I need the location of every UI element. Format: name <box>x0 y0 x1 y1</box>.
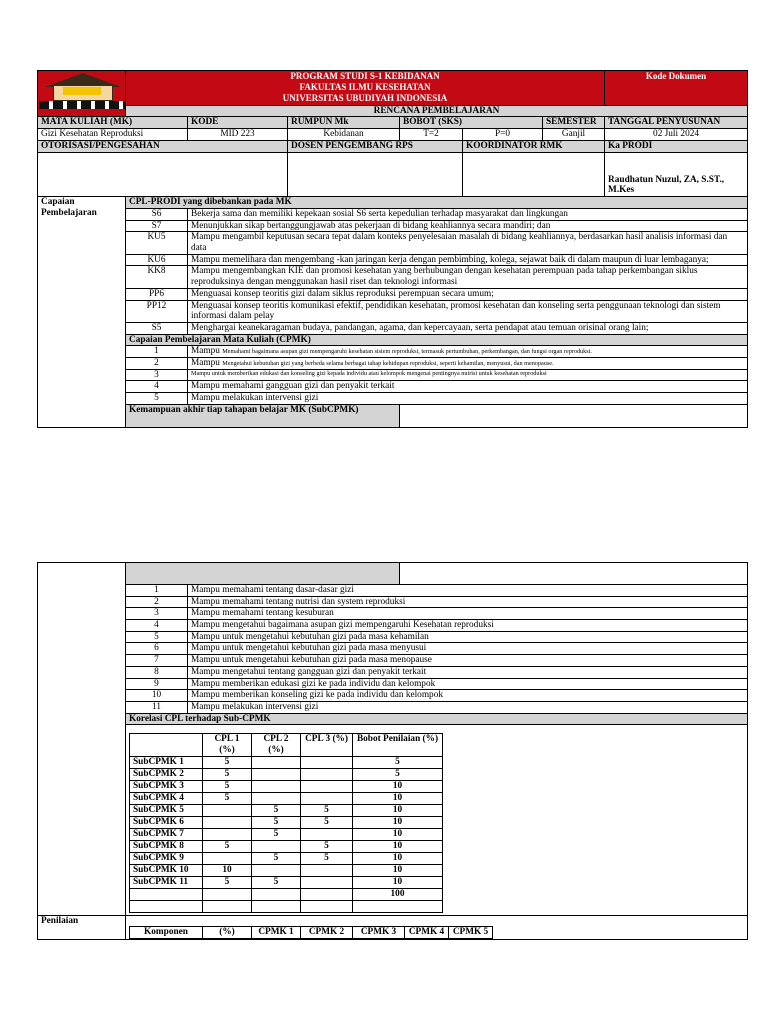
korelasi-value: 5 <box>203 780 252 792</box>
penilaian-header: CPMK 4 <box>405 926 449 938</box>
cpmk-row <box>38 393 748 405</box>
korelasi-bobot: 10 <box>353 804 443 816</box>
cpmk-text: Mengetahui kebutuhan gizi yang berbeda selama berbagai tahap kehidupan reproduksi, seperti kehamilan, menyusui, dan menopause. <box>222 359 554 367</box>
penilaian-cell <box>126 915 748 939</box>
korelasi-bobot: 10 <box>353 840 443 852</box>
cpl-text: Mampu memelihara dan mengembang -kan jaringan kerja dengan pembimbing, kolega, sejawat baik di dalam maupun di luar lembaganya; <box>188 254 748 266</box>
korelasi-bobot: 10 <box>353 828 443 840</box>
korelasi-row-label: SubCPMK 11 <box>130 876 203 888</box>
kaprodi-label: Ka PRODI <box>605 141 748 153</box>
penilaian-table <box>129 926 493 939</box>
bobot-label: BOBOT (SKS) <box>400 117 543 129</box>
korelasi-value: 5 <box>203 756 252 768</box>
subcpmk-number: 8 <box>126 666 188 678</box>
korelasi-header: Bobot Penilaian (%) <box>353 734 443 756</box>
capaian-pembelajaran-label: Capaian Pembelajaran <box>38 197 126 428</box>
cpl-row <box>38 220 748 232</box>
korelasi-bobot: 5 <box>353 768 443 780</box>
korelasi-row-label: SubCPMK 5 <box>130 804 203 816</box>
korelasi-bobot <box>353 900 443 912</box>
semester-value: Ganjil <box>543 129 605 141</box>
korelasi-row <box>130 828 443 840</box>
cpmk-prefix: Mampu <box>191 346 220 357</box>
subcpmk-row <box>38 596 748 608</box>
cpl-code: PP12 <box>126 300 188 322</box>
korelasi-value: 5 <box>203 840 252 852</box>
cpl-code: PP6 <box>126 288 188 300</box>
subcpmk-number: 3 <box>126 608 188 620</box>
cpl-row <box>38 232 748 254</box>
subcpmk-row <box>38 678 748 690</box>
korelasi-row <box>130 780 443 792</box>
subcpmk-empty-cell <box>400 404 748 427</box>
subcpmk-number: 2 <box>126 596 188 608</box>
semester-label: SEMESTER <box>543 117 605 129</box>
subcpmk-text: Mampu memahami tentang dasar-dasar gizi <box>188 585 748 597</box>
korelasi-header: CPL 3 (%) <box>301 734 353 756</box>
korelasi-value: 5 <box>203 768 252 780</box>
korelasi-value: 5 <box>252 828 301 840</box>
korelasi-row <box>130 852 443 864</box>
korelasi-value: 5 <box>252 876 301 888</box>
cpmk-text: Mampu untuk memberikan edukasi dan konseling gizi kepada individu atau kelompok mengenai pentingnya nutrisi untuk kesehatan reproduksi <box>188 369 748 381</box>
rps-table-page1 <box>37 70 748 428</box>
korelasi-row-label: SubCPMK 2 <box>130 768 203 780</box>
cpl-text: Menghargai keanekaragaman budaya, pandangan, agama, dan kepercayaan, serta pendapat atau temuan orisinal orang lain; <box>188 322 748 334</box>
header-line1: PROGRAM STUDI S-1 KEBIDANAN <box>290 71 440 81</box>
korelasi-value <box>301 792 353 804</box>
cpl-heading: CPL-PRODI yang dibebankan pada MK <box>126 197 748 209</box>
cpmk-number: 3 <box>126 369 188 381</box>
korelasi-value <box>252 780 301 792</box>
korelasi-value <box>252 756 301 768</box>
penilaian-header: CPMK 3 <box>353 926 405 938</box>
cpmk-text-cell <box>188 346 748 358</box>
korelasi-bobot: 10 <box>353 852 443 864</box>
korelasi-row-label: SubCPMK 3 <box>130 780 203 792</box>
rumpun-value: Kebidanan <box>288 129 400 141</box>
korelasi-value <box>252 768 301 780</box>
korelasi-header: CPL 2 (%) <box>252 734 301 756</box>
subcpmk-number: 4 <box>126 620 188 632</box>
korelasi-row-label: SubCPMK 6 <box>130 816 203 828</box>
header-line3: UNIVERSITAS UBUDIYAH INDONESIA <box>282 92 448 103</box>
cpmk-text: Mampu melakukan intervensi gizi <box>188 393 748 405</box>
cpmk-text: Mampu memahami gangguan gizi dan penyakit terkait <box>188 381 748 393</box>
dosen-sign-cell <box>288 153 463 197</box>
otorisasi-sign-cell <box>38 153 288 197</box>
korelasi-row-label: SubCPMK 8 <box>130 840 203 852</box>
koordinator-label: KOORDINATOR RMK <box>463 141 605 153</box>
korelasi-cell <box>126 725 748 915</box>
cpl-row <box>38 266 748 288</box>
subcpmk-number: 6 <box>126 643 188 655</box>
korelasi-row-label: SubCPMK 4 <box>130 792 203 804</box>
korelasi-value: 5 <box>252 816 301 828</box>
subcpmk-text: Mampu memberikan konseling gizi ke pada individu dan kelompok <box>188 690 748 702</box>
cpmk-number: 2 <box>126 357 188 369</box>
cpl-row <box>38 322 748 334</box>
tanggal-label: TANGGAL PENYUSUNAN <box>605 117 748 129</box>
korelasi-total: 100 <box>353 888 443 900</box>
cpl-row <box>38 300 748 322</box>
korelasi-value <box>252 900 301 912</box>
korelasi-bobot: 10 <box>353 864 443 876</box>
university-logo <box>38 71 126 117</box>
header-title <box>126 71 605 106</box>
korelasi-row-label: SubCPMK 1 <box>130 756 203 768</box>
korelasi-value <box>301 768 353 780</box>
cpl-code: KK8 <box>126 266 188 288</box>
tanggal-value: 02 Juli 2024 <box>605 129 748 141</box>
korelasi-row-label: SubCPMK 9 <box>130 852 203 864</box>
korelasi-value <box>203 828 252 840</box>
korelasi-value <box>301 756 353 768</box>
left-blank-cell <box>38 563 126 916</box>
bobot-t-value: T=2 <box>400 129 463 141</box>
korelasi-value <box>301 888 353 900</box>
cpl-code: KU6 <box>126 254 188 266</box>
cpl-code: S5 <box>126 322 188 334</box>
korelasi-row <box>130 816 443 828</box>
korelasi-row <box>130 804 443 816</box>
korelasi-row-label: SubCPMK 7 <box>130 828 203 840</box>
cpl-row <box>38 209 748 221</box>
korelasi-row-label: SubCPMK 10 <box>130 864 203 876</box>
korelasi-row-label <box>130 888 203 900</box>
korelasi-value: 5 <box>301 804 353 816</box>
cpmk-number: 4 <box>126 381 188 393</box>
subcpmk-number: 9 <box>126 678 188 690</box>
rps-table-page2 <box>37 562 748 940</box>
kode-dokumen: Kode Dokumen <box>605 71 748 106</box>
dosen-pengembang-label: DOSEN PENGEMBANG RPS <box>288 141 463 153</box>
korelasi-value <box>301 876 353 888</box>
cpl-row <box>38 254 748 266</box>
korelasi-value: 5 <box>301 840 353 852</box>
subcpmk-heading-continued <box>126 563 400 585</box>
korelasi-value <box>203 852 252 864</box>
subcpmk-number: 10 <box>126 690 188 702</box>
korelasi-value <box>252 864 301 876</box>
korelasi-header <box>130 734 203 756</box>
subcpmk-text: Mampu memahami tentang kesuburan <box>188 608 748 620</box>
cpmk-row <box>38 357 748 369</box>
subcpmk-empty-cell-2 <box>400 563 748 585</box>
cpl-row <box>38 288 748 300</box>
korelasi-value <box>203 816 252 828</box>
korelasi-value: 5 <box>301 852 353 864</box>
korelasi-bobot: 10 <box>353 780 443 792</box>
korelasi-bobot: 5 <box>353 756 443 768</box>
kaprodi-name: Raudhatun Nuzul, ZA, S.ST., M.Kes <box>605 153 748 197</box>
korelasi-table <box>129 733 443 912</box>
cpmk-prefix: Mampu <box>191 357 220 368</box>
subcpmk-text: Mampu untuk mengetahui kebutuhan gizi pada masa menopause <box>188 655 748 667</box>
korelasi-value <box>203 804 252 816</box>
cpmk-number: 1 <box>126 346 188 358</box>
korelasi-value <box>301 900 353 912</box>
otorisasi-label: OTORISASI/PENGESAHAN <box>38 141 288 153</box>
subcpmk-row <box>38 585 748 597</box>
cpmk-text: Memahami bagaimana asupan gizi mempengaruhi kesehatan sistem reproduksi, termasuk pertumbuhan, perkembangan, dan fungsi organ reproduksi. <box>222 348 592 356</box>
mata-kuliah-label: MATA KULIAH (MK) <box>38 117 188 129</box>
subcpmk-number: 5 <box>126 631 188 643</box>
korelasi-value <box>301 864 353 876</box>
cpl-code: KU5 <box>126 232 188 254</box>
subcpmk-number: 7 <box>126 655 188 667</box>
subcpmk-row <box>38 620 748 632</box>
subcpmk-row <box>38 690 748 702</box>
subcpmk-row <box>38 701 748 713</box>
cpl-text: Menguasai konsep teoritis komunikasi efektif, pendidikan kesehatan, promosi kesehatan dan konseling serta penggunaan teknologi dan sistem informasi dalam pelay <box>188 300 748 322</box>
korelasi-row <box>130 876 443 888</box>
cpmk-row <box>38 346 748 358</box>
korelasi-value <box>252 840 301 852</box>
rumpun-label: RUMPUN Mk <box>288 117 400 129</box>
koordinator-sign-cell <box>463 153 605 197</box>
korelasi-value: 5 <box>252 852 301 864</box>
penilaian-header: CPMK 2 <box>301 926 353 938</box>
subcpmk-text: Mampu untuk mengetahui kebutuhan gizi pada masa kehamilan <box>188 631 748 643</box>
cpl-code: S7 <box>126 220 188 232</box>
cpl-text: Menunjukkan sikap bertanggungjawab atas pekerjaan di bidang keahliannya secara mandiri; dan <box>188 220 748 232</box>
korelasi-value: 5 <box>203 792 252 804</box>
korelasi-value <box>203 900 252 912</box>
korelasi-bobot: 10 <box>353 876 443 888</box>
cpl-code: S6 <box>126 209 188 221</box>
korelasi-row <box>130 840 443 852</box>
subcpmk-number: 1 <box>126 585 188 597</box>
subcpmk-row <box>38 608 748 620</box>
korelasi-bobot: 10 <box>353 792 443 804</box>
subcpmk-text: Mampu memahami tentang nutrisi dan system reproduksi <box>188 596 748 608</box>
cpmk-row <box>38 381 748 393</box>
korelasi-row <box>130 768 443 780</box>
penilaian-header: CPMK 1 <box>252 926 301 938</box>
kode-value: MID 223 <box>188 129 288 141</box>
korelasi-row <box>130 864 443 876</box>
subcpmk-text: Mampu untuk mengetahui kebutuhan gizi pada masa menyusui <box>188 643 748 655</box>
cpmk-number: 5 <box>126 393 188 405</box>
kode-label: KODE <box>188 117 288 129</box>
cpmk-heading: Capaian Pembelajaran Mata Kuliah (CPMK) <box>126 334 748 346</box>
cpl-text: Mampu mengambil keputusan secara tepat dalam konteks penyelesaian masalah di bidang keahliannya, berdasarkan hasil analisis informasi dan data <box>188 232 748 254</box>
cpl-text: Bekerja sama dan memiliki kepekaan sosial S6 serta kepedulian terhadap masyarakat dan lingkungan <box>188 209 748 221</box>
cpmk-row <box>38 369 748 381</box>
penilaian-header: (%) <box>203 926 252 938</box>
korelasi-value <box>252 888 301 900</box>
korelasi-header: CPL 1 (%) <box>203 734 252 756</box>
subcpmk-row <box>38 666 748 678</box>
korelasi-value: 5 <box>301 816 353 828</box>
korelasi-empty-row <box>130 900 443 912</box>
penilaian-header: Komponen <box>130 926 203 938</box>
bobot-p-value: P=0 <box>463 129 543 141</box>
subcpmk-text: Mampu melakukan intervensi gizi <box>188 701 748 713</box>
korelasi-value <box>301 828 353 840</box>
korelasi-row-label <box>130 900 203 912</box>
korelasi-total-row <box>130 888 443 900</box>
korelasi-row <box>130 756 443 768</box>
subcpmk-heading: Kemampuan akhir tiap tahapan belajar MK (SubCPMK) <box>126 404 400 427</box>
mata-kuliah-value: Gizi Kesehatan Reproduksi <box>38 129 188 141</box>
subcpmk-text: Mampu mengetahui bagaimana asupan gizi mempengaruhi Kesehatan reproduksi <box>188 620 748 632</box>
rencana-pembelajaran-title: RENCANA PEMBELAJARAN <box>126 106 748 117</box>
subcpmk-row <box>38 643 748 655</box>
penilaian-header: CPMK 5 <box>449 926 493 938</box>
korelasi-value: 10 <box>203 864 252 876</box>
cpl-text: Mampu mengembangkan KIE dan promosi kesehatan yang berhubungan dengan kesehatan perempuan pada tahap perkembangan siklus reproduksinya dengan menggunakan hasil riset dan teknologi informasi <box>188 266 748 288</box>
subcpmk-row <box>38 655 748 667</box>
subcpmk-number: 11 <box>126 701 188 713</box>
korelasi-value <box>252 792 301 804</box>
subcpmk-row <box>38 631 748 643</box>
korelasi-bobot: 10 <box>353 816 443 828</box>
subcpmk-text: Mampu mengetahui tentang gangguan gizi dan penyakit terkait <box>188 666 748 678</box>
korelasi-row <box>130 792 443 804</box>
korelasi-value <box>301 780 353 792</box>
cpl-text: Menguasai konsep teoritis gizi dalam siklus reproduksi perempuan secara umum; <box>188 288 748 300</box>
korelasi-value <box>203 888 252 900</box>
subcpmk-text: Mampu memberikan edukasi gizi ke pada individu dan kelompok <box>188 678 748 690</box>
header-line2: FAKULTAS ILMU KESEHATAN <box>299 81 431 92</box>
korelasi-value: 5 <box>203 876 252 888</box>
korelasi-value: 5 <box>252 804 301 816</box>
korelasi-heading: Korelasi CPL terhadap Sub-CPMK <box>126 713 748 725</box>
penilaian-label: Penilaian <box>38 915 126 939</box>
cpmk-text-cell <box>188 357 748 369</box>
